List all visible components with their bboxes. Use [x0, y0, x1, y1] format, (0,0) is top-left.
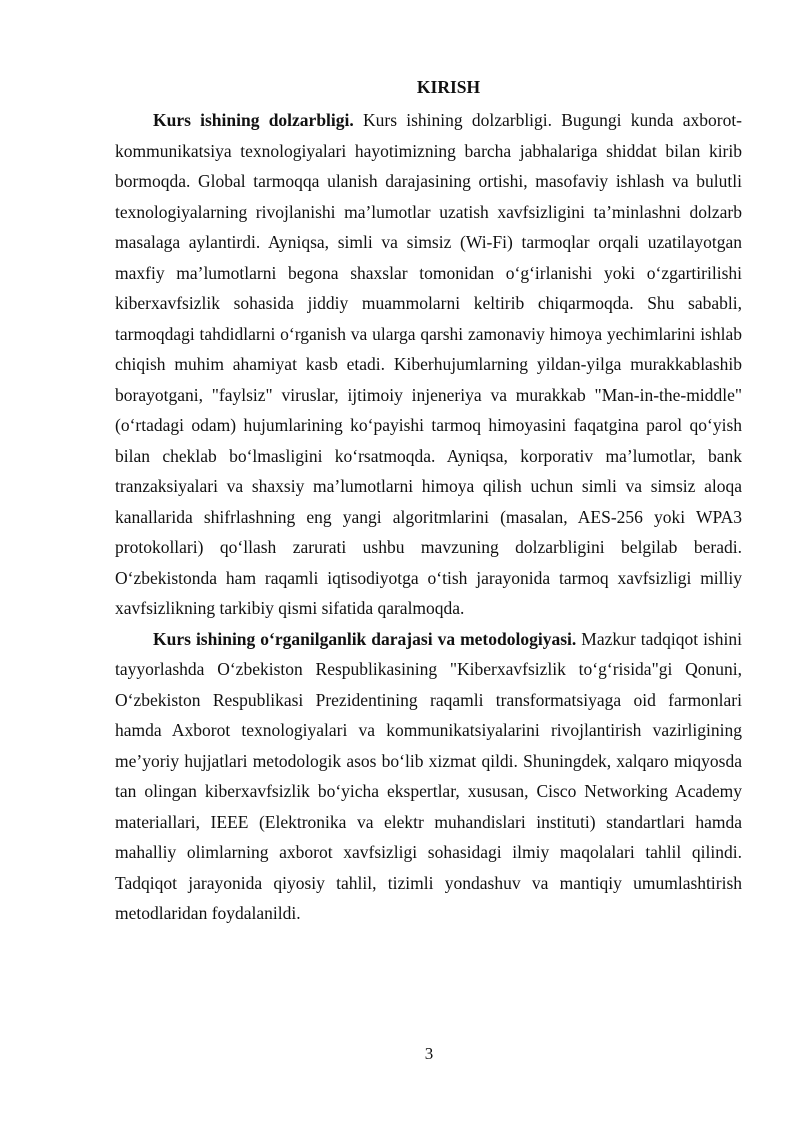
section-text-methodology: Mazkur tadqiqot ishini tayyorlashda O‘zbekiston Respublikasining "Kiberxavfsizlik to‘g‘risida"gi Qonuni, O‘zbekiston Respublikasi Prezidentining raqamli transformatsiyaga oid farmonlari hamda Axborot texnologiyalari va kommunikatsiyalarini rivojlantirish vazirligining me’yoriy hujjatlari metodologik asos bo‘lib xizmat qildi. Shuningdek, xalqaro miqyosda tan olingan kiberxavfsizlik bo‘yicha ekspertlar, xususan, Cisco Networking Academy materiallari, IEEE (Elektronika va elektr muhandislari instituti) standartlari hamda mahalliy olimlarning axborot xavfsizligi sohasidagi ilmiy maqolalari tahlil qilindi. Tadqiqot jarayonida qiyosiy tahlil, tizimli yondashuv va mantiqiy umumlashtirish metodlaridan foydalanildi.	[115, 628, 742, 923]
section-relevance	[115, 105, 742, 624]
section-heading-relevance: Kurs ishining dolzarbligi.	[153, 110, 354, 130]
section-text-relevance: Kurs ishining dolzarbligi. Bugungi kunda axborot-kommunikatsiya texnologiyalari hayotimizning barcha jabhalariga shiddat bilan kirib bormoqda. Global tarmoqqa ulanish darajasining ortishi, masofaviy ishlash va bulutli texnologiyalarning rivojlanishi ma’lumotlar uzatish xavfsizligini ta’minlashni dolzarb masalaga aylantirdi. Ayniqsa, simli va simsiz (Wi-Fi) tarmoqlar orqali uzatilayotgan maxfiy ma’lumotlarni begona shaxslar tomonidan o‘g‘irlanishi yoki o‘zgartirilishi kiberxavfsizlik sohasida jiddiy muammolarni keltirib chiqarmoqda. Shu sababli, tarmoqdagi tahdidlarni o‘rganish va ularga qarshi zamonaviy himoya yechimlarini ishlab chiqish muhim ahamiyat kasb etadi. Kiberhujumlarning yildan-yilga murakkablashib borayotgani, "faylsiz" viruslar, ijtimoiy injeneriya va murakkab "Man-in-the-middle" (o‘rtadagi odam) hujumlarining ko‘payishi tarmoq himoyasini faqatgina parol qo‘yish bilan cheklab bo‘lmasligini ko‘rsatmoqda. Ayniqsa, korporativ ma’lumotlar, bank tranzaksiyalari va shaxsiy ma’lumotlarni himoya qilish uchun simli va simsiz aloqa kanallarida shifrlashning eng yangi algoritmlarini (masalan, AES-256 yoki WPA3 protokollari) qo‘llash zarurati ushbu mavzuning dolzarbligini belgilab beradi. O‘zbekistonda ham raqamli iqtisodiyotga o‘tish jarayonida tarmoq xavfsizligi milliy xavfsizlikning tarkibiy qismi sifatida qaralmoqda.	[115, 110, 743, 618]
section-methodology	[115, 624, 742, 929]
chapter-title: KIRISH	[416, 77, 481, 97]
page-number: 3	[424, 1044, 434, 1063]
page-content	[115, 72, 742, 929]
section-heading-methodology: Kurs ishining o‘rganilganlik darajasi va metodologiyasi.	[153, 628, 577, 649]
